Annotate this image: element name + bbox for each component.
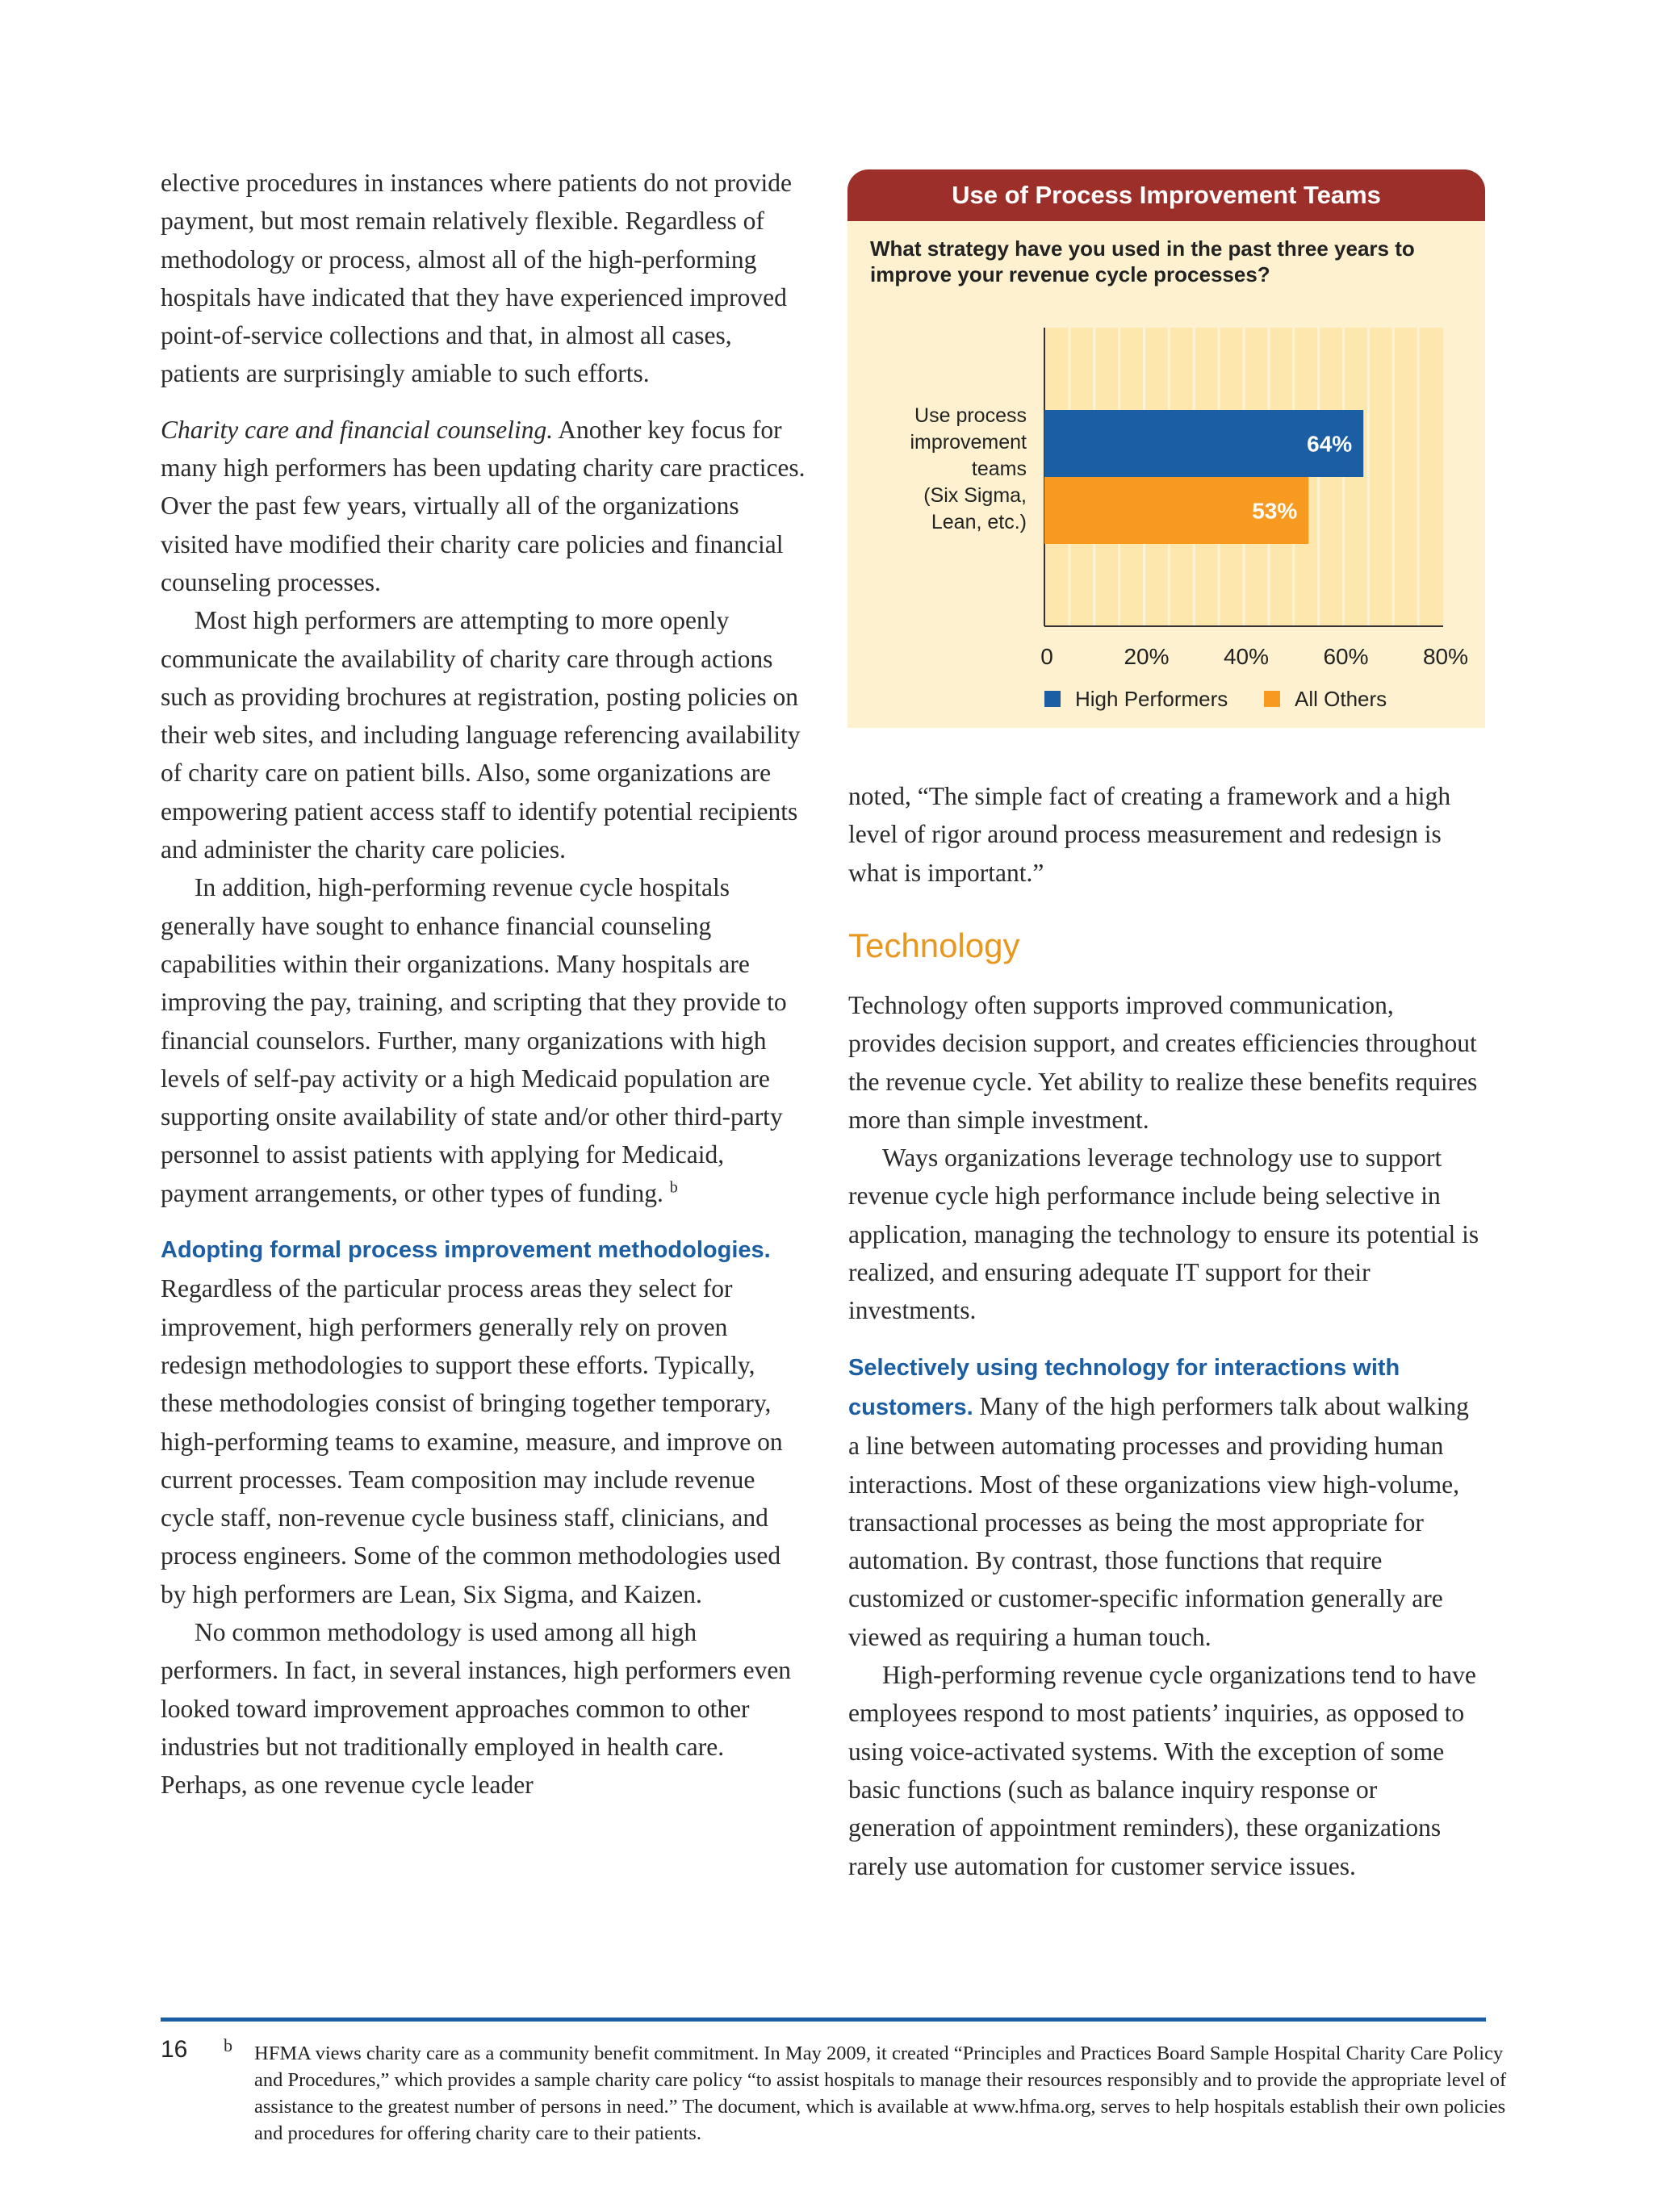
x-tick-label: 20%: [1124, 644, 1170, 669]
legend-swatch: [1044, 691, 1061, 707]
paragraph: [161, 411, 806, 601]
paragraph-text: Regardless of the particular process areas they select for improvement, high performers generally rely on proven redesign methodologies to support these efforts. Typically, these methodologies consist of bringing together temporary, high-performing teams to examine, measure, and improve on current processes. Team composition may include revenue cycle staff, non-revenue cycle business staff, clinicians, and process engineers. Some of the common methodologies used by high performers are Lean, Six Sigma, and Kaizen.: [161, 1274, 783, 1608]
paragraph-text: Many of the high performers talk about walking a line between automating processes and providing human interactions. Most of these organizations view high-volume, transactional processes as being the most appropriate for automation. By contrast, those functions that require customized or customer-specific information generally are viewed as requiring a human touch.: [848, 1391, 1469, 1651]
paragraph: Ways organizations leverage technology use to support revenue cycle high performance include being selective in application, managing the technology to ensure its potential is realized, and ensuring adequate IT support for their investments.: [848, 1144, 1479, 1325]
chart-panel: [847, 169, 1485, 728]
paragraph: [848, 1348, 1486, 1656]
chart-subtitle: What strategy have you used in the past three years to improve your revenue cycle processes?: [870, 236, 1415, 286]
right-column: [848, 777, 1486, 892]
footer-rule: [161, 2018, 1486, 2022]
bar-chart: [847, 169, 1485, 728]
page-number: 16: [161, 2036, 188, 2063]
category-label: (Six Sigma,: [923, 484, 1027, 507]
x-tick-label: 60%: [1323, 644, 1369, 669]
footnote-mark: b: [224, 2035, 232, 2055]
charity-heading: Charity care and financial counseling.: [161, 415, 554, 444]
category-label: Lean, etc.): [931, 511, 1027, 533]
category-label: Use process: [914, 404, 1027, 427]
paragraph: Technology often supports improved communication, provides decision support, and creates efficiencies throughout the revenue cycle. Yet ability to realize these benefits requires more than simple investment.: [848, 991, 1478, 1134]
paragraph: [161, 1230, 806, 1613]
method-heading: Adopting formal process improvement methodologies.: [161, 1237, 771, 1264]
paragraph: No common methodology is used among all high performers. In fact, in several instances, high performers even looked toward improvement approaches common to other industries but not traditionally employed in health care. Perhaps, as one revenue cycle leader: [161, 1617, 792, 1800]
legend-swatch: [1264, 691, 1280, 707]
chart-title: Use of Process Improvement Teams: [847, 169, 1485, 221]
paragraph: High-performing revenue cycle organizations tend to have employees respond to most patients’ inquiries, as opposed to using voice-activated systems. With the exception of some basic functions (such as balance inquiry response or generation of appointment reminders), these organizations rarely use automation for customer service issues.: [848, 1661, 1476, 1880]
paragraph-text: In addition, high-performing revenue cycle hospitals generally have sought to enhance financial counseling capabilities within their organizations. Many hospitals are improving the pay, training, and scripting that they provide to financial counselors. Further, many organizations with high levels of self-pay activity or a high Medicaid population are supporting onsite availability of state and/or other third-party personnel to assist patients with applying for Medicaid, payment arrangements, or other types of funding.: [161, 873, 787, 1207]
legend-label: All Others: [1295, 687, 1387, 711]
category-label: teams: [971, 458, 1027, 480]
footnote-reference: b: [669, 1178, 678, 1197]
data-label: 64%: [1307, 431, 1353, 457]
category-label: improvement: [910, 431, 1027, 454]
paragraph: noted, “The simple fact of creating a framework and a high level of rigor around process measurement and redesign is what is important.”: [848, 782, 1451, 887]
x-tick-label: 0: [1040, 644, 1053, 669]
data-label: 53%: [1252, 498, 1298, 524]
right-column-continued: [848, 986, 1486, 1885]
paragraph: [161, 868, 806, 1212]
select-heading: Selectively using technology for interactions with customers.: [848, 1354, 1400, 1420]
left-column: [161, 164, 806, 1804]
paragraph: elective procedures in instances where patients do not provide payment, but most remain relatively flexible. Regardless of methodology or process, almost all of the high-performing hospitals have indicated that they have experienced improved point-of-service collections and that, in almost all cases, patients are surprisingly amiable to such efforts.: [161, 169, 792, 388]
section-title: Technology: [848, 926, 1020, 964]
footnote: HFMA views charity care as a community benefit commitment. In May 2009, it created “Principles and Practices Board Sample Hospital Charity Care Policy and Procedures,” which provides a sample charity care policy “to assist hospitals to manage their resources responsibly and to provide the appropriate level of assistance to the greatest number of persons in need.” The document, which is available at www.hfma.org, serves to help hospitals establish their own policies and procedures for offering charity care to their patients.: [254, 2043, 1507, 2144]
paragraph-text: Another key focus for many high performers has been updating charity care practices. Over the past few years, virtually all of the organizations visited have modified their charity care policies and financial counseling processes.: [161, 415, 806, 596]
x-tick-label: 80%: [1422, 644, 1469, 669]
x-tick-label: 40%: [1223, 644, 1270, 669]
legend-label: High Performers: [1075, 687, 1228, 711]
paragraph: Most high performers are attempting to more openly communicate the availability of charity care through actions such as providing brochures at registration, posting policies on their web sites, and including language referencing availability of charity care on patient bills. Also, some organizations are empowering patient access staff to identify potential recipients and administer the charity care policies.: [161, 606, 801, 864]
